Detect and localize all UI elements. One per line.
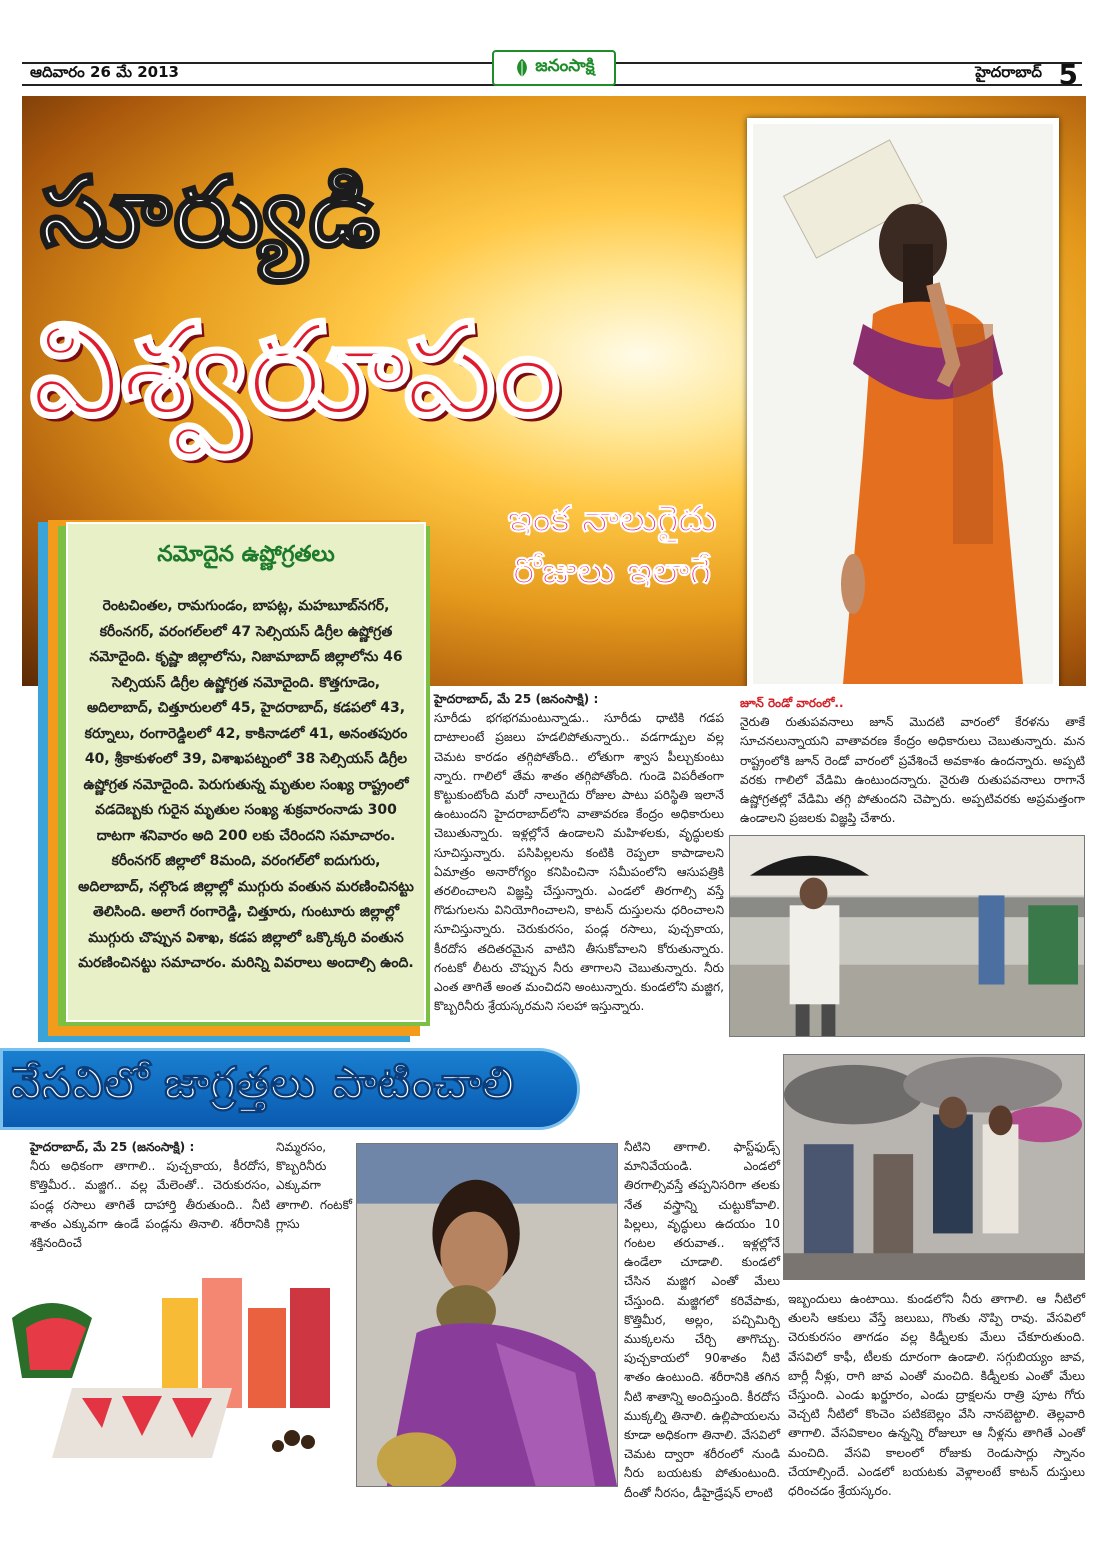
section-2-title: వేసవిలో జాగ్రత్తలు పాటించాలి bbox=[10, 1058, 515, 1109]
page-number: 5 bbox=[1058, 58, 1078, 91]
story-monsoon bbox=[740, 694, 1085, 828]
masthead bbox=[0, 0, 1100, 96]
section-2-dateline: హైదరాబాద్, మే 25 (జనంసాక్షి) : bbox=[30, 1140, 195, 1154]
issue-date: ఆదివారం 26 మే 2013 bbox=[30, 63, 179, 81]
section-2-col-2-body: నిమ్మరసం, కొబ్బరినీరు ఎక్కువగా తాగాలి. గంటకో గ్లాసు bbox=[276, 1140, 352, 1231]
photo-fruit-juices bbox=[12, 1258, 352, 1460]
subtitle-line-2: రోజులు ఇలాగే bbox=[513, 551, 711, 592]
story-body: సూరీడు భగభగమంటున్నాడు.. సూరీడు ధాటికి గడప దాటాలంటే ప్రజలు హడలిపోతున్నారు.. వడగాడ్పుల వల్ల చెమట కారడం తగ్గిపోతోంది.. లోతుగా శ్వాస పీల్చుకుంటు న్నారు. గాలిలో తేమ శాతం తగ్గిపోతోంది. గుండె విపరీతంగా కొట్టుకుంటోంది మరో నాలుగైదు రోజుల పాటు పరిస్థితి ఇలానే ఉంటుందని హైదరాబాద్‌లోని వాతావరణ కేంద్రం అధికారులు చెబుతున్నారు. ఇళ్లల్లోనే ఉండాలని మహిళలకు, వృద్ధులకు సూచిస్తున్నారు. పసిపిల్లలను కంటికి రెప్పలా కాపాడాలని ఏమాత్రం అనారోగ్యం కనిపించినా సమీపంలోని ఆసుపత్రికి తరలించాలని విజ్ఞప్తి చేస్తున్నారు. ఎండలో తిరగాల్సి వస్తే గొడుగులను వినియోగించాలని, కాటన్ దుస్తులను ధరించాలని సూచిస్తున్నారు. చెరుకురసం, పండ్ల రసాలు, పుచ్చకాయ, కీరదోస తదితరమైన వాటిని తీసుకోవాలని కోరుతున్నారు. గంటకో లీటరు చొప్పున నీరు తాగాలని చెబుతున్నారు. నీరు ఎంత తాగితే అంత మంచిదని అంటున్నారు. కుండలోని మజ్జిగ, కొబ్బరినీరు శ్రేయస్కరమని సలహా ఇస్తున్నారు. bbox=[434, 711, 724, 1014]
temps-box-title: నమోదైన ఉష్ణోగ్రతలు bbox=[157, 542, 335, 567]
leaf-logo-icon bbox=[513, 57, 531, 79]
section-2-col-1 bbox=[30, 1138, 270, 1253]
monsoon-body: నైరుతి రుతుపవనాలు జూన్ మొదటి వారంలో కేరళను తాకే సూచనలున్నాయని వాతావరణ కేంద్రం అధికారులు చెబుతున్నారు. మన రాష్ట్రంలోకి జూన్ రెండో వారంలో ప్రవేశించే అవకాశం ఉందన్నారు. అప్పటి వరకు గాలిలో వేడిమి ఉంటుందన్నారు. నైరుతి రుతుపవనాలు రాగానే ఉష్ణోగ్రతల్లో వేడిమి తగ్గి పోతుందని చెప్పారు. అప్పటివరకు అప్రమత్తంగా ఉండాలని ప్రజలకు విజ్ఞప్తి చేశారు. bbox=[740, 715, 1085, 826]
edition-city: హైదరాబాద్ bbox=[975, 63, 1042, 81]
headline-line-2: విశ్వరూపం bbox=[30, 296, 561, 445]
photo-woman-shading-sun bbox=[747, 118, 1059, 686]
story-dateline: హైదరాబాద్, మే 25 (జనంసాక్షి) : bbox=[434, 692, 599, 706]
temps-box-body: రెంటచింతల, రామగుండం, బాపట్ల, మహబూబ్‌నగర్, కరీంనగర్, వరంగల్‌లలో 47 సెల్సియస్ డిగ్రీల ఉష్ణోగ్రత నమోదైంది. కృష్ణా జిల్లాలోను, నిజామాబాద్ జిల్లాలోను 46 సెల్సియస్ డిగ్రీల ఉష్ణోగ్రత నమోదైంది. కొత్తగూడెం, అదిలాబాద్, చిత్తూరులలో 45, హైదరాబాద్, కడపలో 43, కర్నూలు, రంగారెడ్డిలలో 42, కాకినాడలో 41, అనంతపురం 40, శ్రీకాకుళంలో 39, విశాఖపట్నంలో 38 సెల్సియస్ డిగ్రీల ఉష్ణోగ్రత నమోదైంది. పెరుగుతున్న మృతుల సంఖ్య రాష్ట్రంలో వడదెబ్బకు గురైన మృతుల సంఖ్య శుక్రవారంనాడు 300 దాటగా శనివారం అది 200 లకు చేరిందని సమాచారం. కరీంనగర్ జిల్లాలో 8మంది, వరంగల్‌లో ఐదుగురు, అదిలాబాద్, నల్గొండ జిల్లాల్లో ముగ్గురు వంతున మరణించినట్టు తెలిసింది. అలాగే రంగారెడ్డి, చిత్తూరు, గుంటూరు జిల్లాల్లో ముగ్గురు చొప్పున విశాఖ, కడప జిల్లాలో ఒక్కొక్కరి వంతున మరణించినట్టు సమాచారం. మరిన్ని వివరాలు అందాల్సి ఉంది. bbox=[78, 598, 414, 971]
section-2-col-4 bbox=[788, 1290, 1085, 1501]
section-2-col-3 bbox=[624, 1138, 780, 1503]
photo-woman-umbrella-street bbox=[729, 835, 1085, 1037]
story-main bbox=[434, 690, 724, 1016]
section-2-col-4-body: ఇబ్బందులు ఉంటాయి. కుండలోని నీరు తాగాలి. ఆ నీటిలో తులసి ఆకులు వేస్తే జలుబు, గొంతు నొప్పి రావు. వేసవిలో చెరుకురసం తాగడం వల్ల కిడ్నీలకు మేలు చేకూరుతుంది. వేసవిలో కాఫీ, టీలకు దూరంగా ఉండాలి. సగ్గుబియ్యం జావ, బార్లీ నీళ్లు, రాగి జావ ఎంతో మంచిది. కిడ్నీలకు ఎంతో మేలు చేస్తుంది. ఎండు ఖర్జూరం, ఎండు ద్రాక్షలను రాత్రి పూట గోరు వెచ్చటి నీటిలో కొంచెం పటికబెల్లం వేసి నానబెట్టాలి. తెల్లవారి తాగాలి. వేసవికాలం ఉన్నన్ని రోజులూ ఆ నీళ్లను తాగితే ఎంతో మంచిది. వేసవి కాలంలో రోజుకు రెండుసార్లు స్నానం చేయాల్సిందే. ఎండలో బయటకు వెళ్లాలంటే కాటన్ దుస్తులు ధరించడం శ్రేయస్కరం. bbox=[788, 1292, 1085, 1499]
section-2-header bbox=[0, 1048, 768, 1134]
newspaper-logo[interactable] bbox=[492, 50, 616, 86]
section-2-col-1-body: నీరు అధికంగా తాగాలి.. పుచ్చకాయ, కీరదోస, కొత్తిమీర.. మజ్జిగ.. వల్ల మేలెంతో.. చెరుకురసం, పండ్ల రసాలు తాగితే దాహార్తి తీరుతుంది.. నీటి శాతం ఎక్కువగా ఉండే పండ్లను తినాలి. శరీరానికి శక్తినందించే bbox=[30, 1159, 270, 1251]
subtitle-line-1: ఇంక నాలుగైదు bbox=[507, 499, 717, 540]
hero-subtitle bbox=[462, 494, 762, 598]
section-2-col-2 bbox=[276, 1138, 352, 1234]
monsoon-subhead: జూన్ రెండో వారంలో.. bbox=[740, 696, 844, 710]
logo-text: జనంసాక్షి bbox=[535, 56, 595, 76]
photo-woman-drinking-coconut bbox=[356, 1143, 618, 1487]
photo-crowd-umbrellas bbox=[783, 1054, 1085, 1280]
section-2-col-3-body: నీటిని తాగాలి. ఫాస్ట్‌ఫుడ్స్ మానివేయండి. ఎండలో తిరగాల్సివస్తే తప్పనిసరిగా తలకు నేత వస్త్రాన్ని చుట్టుకోవాలి. పిల్లలు, వృద్ధులు ఉదయం 10 గంటల తరువాత.. ఇళ్లల్లోనే ఉండేలా చూడాలి. కుండలో చేసిన మజ్జిగ ఎంతో మేలు చేస్తుంది. మజ్జిగలో కరివేపాకు, కొత్తిమీర, అల్లం, పచ్చిమిర్చి ముక్కలను చేర్చి తాగొచ్చు. పుచ్చకాయలో 90శాతం నీటి శాతం ఉంటుంది. శరీరానికి తగిన నీటి శాతాన్ని అందిస్తుంది. కీరదోస ముక్కల్ని తినాలి. ఉల్లిపాయలను కూడా అధికంగా తినాలి. వేసవిలో చెమట ద్వారా శరీరంలో నుండి నీరు బయటకు పోతుంటుంది. దీంతో నీరసం, డీహైడ్రేషన్ లాంటి bbox=[624, 1140, 780, 1500]
headline-line-1: సూర్యుడి bbox=[40, 156, 382, 268]
temps-box bbox=[66, 522, 426, 1022]
